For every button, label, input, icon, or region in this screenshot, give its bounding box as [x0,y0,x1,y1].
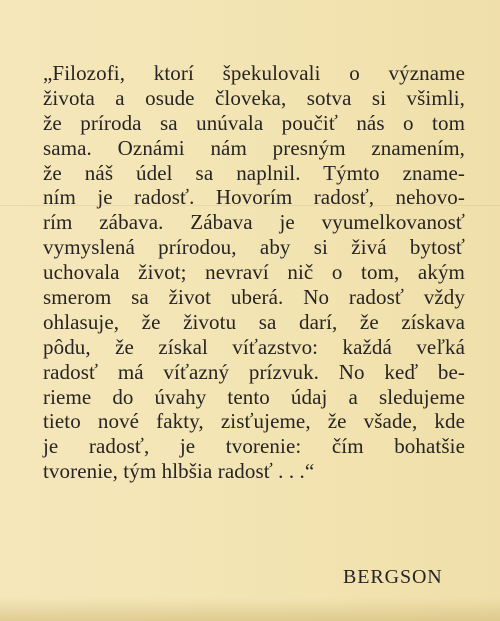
quote-line-last: tvorenie, tým hlbšia radosť . . .“ [43,459,315,484]
quote-line: rieme do úvahy tento údaj a sledujeme [43,384,465,409]
quote-line: ohlasuje, že životu sa darí, že získava [43,309,465,334]
quote-author: BERGSON [343,566,443,588]
quote-line: „Filozofi, ktorí špekulovali o význame [43,61,465,85]
quote-line: života a osude človeka, sotva si všimli, [43,85,465,110]
paper-wear [0,598,500,621]
quote-line: že náš údel sa naplnil. Týmto zname- [43,160,465,185]
quote-line: je radosť, je tvorenie: čím bohatšie [43,434,465,459]
quote-line: radosť má víťazný prízvuk. No keď be- [43,359,465,384]
quote-line: smerom sa život uberá. No radosť vždy [43,285,465,310]
quote-line: pôdu, že získal víťazstvo: každá veľká [43,334,465,359]
quote-line: tieto nové fakty, zisťujeme, že všade, kde [43,409,465,434]
quote-line: vymyslená prírodou, aby si živá bytosť [43,235,465,260]
quote-line: ním je radosť. Hovorím radosť, nehovo- [43,185,465,210]
quote-line: rím zábava. Zábava je vyumelkovanosť [43,210,465,235]
quote-line: že príroda sa unúvala poučiť nás o tom [43,110,465,135]
quote-block [43,61,465,484]
quote-line: uchovala život; nevraví nič o tom, akým [43,260,465,285]
quote-line: sama. Oznámi nám presným znamením, [43,135,465,160]
